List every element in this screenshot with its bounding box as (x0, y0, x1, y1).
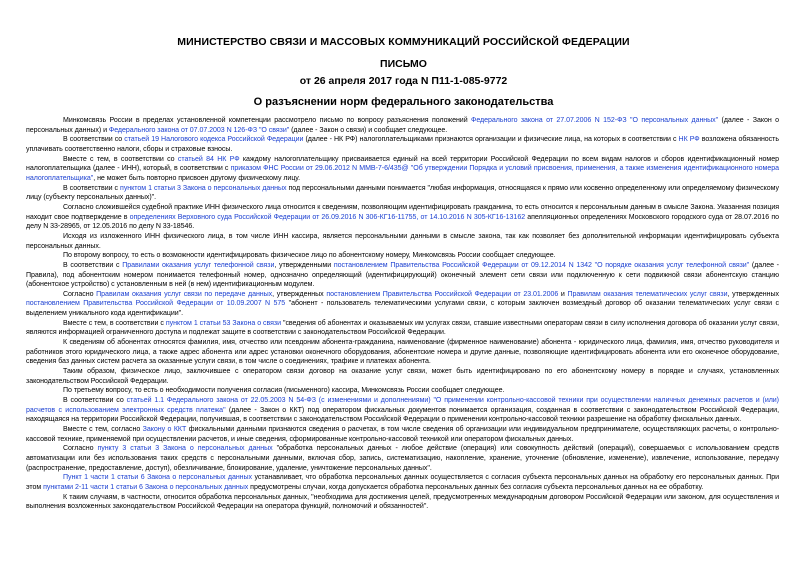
paragraph-text: , утвержденными (274, 261, 334, 269)
paragraph (26, 203, 779, 232)
paragraph-text: каждому налогоплательщику присваивается единый на всей территории Российской Федерации по всем видам налогов и сборов идентификационный номер налогоплательщика (далее - ИНН), который, в соответствии с (26, 155, 779, 173)
paragraph-text: В соответствии с (63, 184, 121, 192)
document-date-number: от 26 апреля 2017 года N П11-1-085-9772 (299, 75, 508, 87)
paragraph-text: , не может быть повторно присвоен другому физическому лицу. (93, 174, 301, 182)
legal-reference-link[interactable]: постановлением Правительства Российской Федерации от 10.09.2007 N 575 (26, 300, 286, 308)
legal-reference-link[interactable]: пунктами 2-11 части 1 статьи 6 Закона о персональных данных (43, 483, 249, 491)
document-body (26, 116, 779, 512)
paragraph-text: По второму вопросу, то есть о возможности идентифицировать физическое лицо по абонентскому номеру, Минкомсвязь России сообщает следующее. (63, 252, 556, 260)
paragraph-text: Вместе с тем, в соответствии с (63, 319, 166, 327)
legal-reference-link[interactable]: статьей 19 Налогового кодекса Российской Федерации (124, 136, 304, 144)
paragraph-text: , утвержденных (272, 290, 327, 298)
paragraph-text: (далее - Закон о ККТ) под оператором фискальных документов понимается организация, созданная в соответствии с законодательством Российской Федерации, находящаяся на территории Российской Федерации, получившая, в соответствии с законодательством Российской Федерации о применении контрольно-кассовой техники разрешение на обработку фискальных данных. (26, 406, 779, 424)
paragraph-text: (далее - Закон о персональных данных) и (26, 117, 779, 134)
paragraph-text: и (558, 290, 568, 298)
paragraph-text: В соответствии со (63, 136, 125, 144)
legal-reference-link[interactable]: Федерального закона от 27.07.2006 N 152-ФЗ "О персональных данных" (471, 117, 719, 124)
legal-reference-link[interactable]: статьей 84 НК РФ (177, 155, 240, 163)
legal-reference-link[interactable]: пунктом 1 статьи 53 Закона о связи (165, 319, 282, 327)
paragraph-text: Согласно (63, 290, 97, 298)
paragraph-text: фискальными данными признаются сведения о расчетах, в том числе сведения об организации или индивидуальном предпринимателе, осуществляющих расчеты, о контрольно-кассовой технике, применяемой при осуществлении расчетов, и иные сведения, сформированные контрольно-кассовой техникой или оператором фискальных данных. (26, 426, 779, 443)
legal-reference-link[interactable]: Пункт 1 части 1 статьи 6 Закона о персональных данных (63, 474, 253, 482)
paragraph-text: Минкомсвязь России в пределах установленной компетенции рассмотрело письмо по вопросу разъяснения положений (63, 117, 472, 124)
legal-reference-link[interactable]: приказом ФНС России от 29.06.2012 N ММВ-7-6/435@ "Об утверждении Порядка и условий присвоения, применения, а также изменения идентификационного номера налогоплательщика" (26, 165, 780, 182)
document-subject: О разъяснении норм федерального законодательства (253, 96, 554, 108)
paragraph-text: "сведения об абонентах и оказываемых им услугах связи, ставшие известными операторам связи в силу исполнения договора об оказании услуг связи, являются информацией ограниченного доступа и подлежат защите в соответствии с законодательством Российской Федерации. (26, 319, 779, 337)
legal-reference-link[interactable]: НК РФ (678, 136, 700, 144)
paragraph-text: В соответствии со (63, 397, 127, 405)
paragraph (26, 396, 779, 425)
paragraph-text: Исходя из изложенного ИНН физического лица, в том числе ИНН кассира, является персональными данными в смысле закона, так как позволяет без дополнительной информации идентифицировать субъекта персональных данных. (26, 232, 779, 250)
paragraph-text: К сведениям об абонентах относятся фамилия, имя, отчество или псевдоним абонента-гражданина, наименование (фирменное наименование) абонента - юридического лица, фамилия, имя, отчество руководителя и работников этого юридического лица, а также адрес абонента или адрес установки оконечного оборудования, абонентские номера и другие данные, позволяющие идентифицировать абонента или его оконечное оборудование, сведения баз данных систем расчета за оказанные услуги связи, в том числе о соединениях, трафике и платежах абонента. (26, 339, 779, 366)
legal-reference-link[interactable]: пунктом 1 статьи 3 Закона о персональных данных (120, 184, 287, 192)
legal-reference-link[interactable]: Правилам оказания услуг связи по передаче данных (96, 290, 273, 298)
paragraph (26, 473, 779, 492)
legal-reference-link[interactable]: статьей 1.1 Федерального закона от 22.05.2003 N 54-ФЗ (с изменениями и дополнениями) "О применении контрольно-кассовой техники при осуществлении наличных денежных расчетов и (или) расчетов с использованием электронных средств платежа" (26, 397, 779, 414)
paragraph-text: (далее - Правила), под абонентским номером понимается телефонный номер, однозначно определяющий (идентифицирующий) оконечный элемент сети связи или подключенную к сети подвижной связи абонентскую станцию (абонентское устройство) с установленным в ней (в нем) идентификационным модулем. (26, 261, 779, 289)
paragraph-text: предусмотрены случаи, когда допускается обработка персональных данных без согласия субъекта персональных данных на ее обработку. (248, 483, 704, 491)
paragraph-text: По третьему вопросу, то есть о необходимости получения согласия (письменного) кассира, Минкомсвязь России сообщает следующее. (63, 387, 505, 395)
paragraph-text: Согласно сложившейся судебной практике ИНН физического лица относится к сведениям, позволяющим идентифицировать гражданина, то есть относится к персональным данным в смысле Закона. Указанная позиция находит свое подтверждение в (26, 203, 779, 221)
legal-reference-link[interactable]: Закону о ККТ (142, 426, 187, 433)
paragraph (26, 261, 779, 290)
paragraph (26, 319, 779, 338)
paragraph (26, 232, 779, 251)
paragraph (26, 444, 779, 473)
legal-reference-link[interactable]: Правилами оказания услуг телефонной связи (122, 261, 275, 269)
paragraph-text: под персональными данными понимается "любая информация, относящаяся к прямо или косвенно определенному или определяемому физическому лицу (субъекту персональных данных)". (26, 184, 780, 202)
paragraph-text: возложена обязанность уплачивать соответственно налоги, сборы и страховые взносы. (26, 136, 779, 153)
paragraph (26, 135, 779, 154)
document-type: ПИСЬМО (380, 58, 427, 70)
paragraph (26, 338, 779, 367)
paragraph-text: апелляционных определениях Московского городского суда от 28.07.2016 по делу N 33-28965, от 12.05.2016 по делу N 33-18546. (26, 213, 779, 231)
legal-reference-link[interactable]: определениях Верховного суда Российской Федерации от 26.09.2016 N 306-КГ16-11755, от 14.10.2016 N 305-КГ16-13162 (129, 213, 526, 221)
paragraph (26, 116, 779, 135)
paragraph-text: , утвержденных (727, 290, 780, 298)
paragraph-text: Таким образом, физическое лицо, заключившее с оператором связи договор на оказание услуг связи, может быть идентифицировано по его абонентскому номеру в порядке и случаях, установленных законодательством Российской Федерации. (26, 368, 779, 385)
legal-reference-link[interactable]: Федерального закона от 07.07.2003 N 126-ФЗ "О связи" (108, 126, 290, 134)
paragraph-text: (далее - Закон о связи) и сообщает следующее. (289, 126, 448, 134)
paragraph-text: К таким случаям, в частности, относится обработка персональных данных, "необходима для достижения целей, предусмотренных международным договором Российской Федерации или законом, для осуществления и выполнения возложенных законодательством Российской Федерации на оператора функций, полномочий и обязанностей". (26, 493, 779, 511)
paragraph (26, 251, 779, 261)
legal-reference-link[interactable]: Правилам оказания телематических услуг связи (567, 290, 728, 298)
paragraph-text: (далее - НК РФ) налогоплательщиками признаются организации и физические лица, на которых в соответствии с (303, 136, 679, 144)
paragraph (26, 425, 779, 444)
paragraph-text: "обработка персональных данных - любое действие (операция) или совокупность действий (операций), совершаемых с использованием средств автоматизации или без использования таких средств с персональными данными, включая сбор, запись, систематизацию, накопление, хранение, уточнение (обновление, изменение), извлечение, использование, передачу (распространение, предоставление, доступ), обезличивание, блокирование, удаление, уничтожение персональных данных". (26, 445, 779, 472)
paragraph-text: устанавливает, что обработка персональных данных осуществляется с согласия субъекта персональных данных на обработку его персональных данных. При этом (26, 474, 779, 491)
paragraph-text: Вместе с тем, согласно (63, 426, 143, 433)
legal-reference-link[interactable]: постановлением Правительства Российской Федерации от 09.12.2014 N 1342 "О порядке оказания услуг телефонной связи" (333, 261, 750, 269)
ministry-heading: МИНИСТЕРСТВО СВЯЗИ И МАССОВЫХ КОММУНИКАЦИЙ РОССИЙСКОЙ ФЕДЕРАЦИИ (177, 36, 630, 48)
paragraph (26, 155, 779, 184)
paragraph-text: "абонент - пользователь телематическими услугами связи, с которым заключен возмездный договор об оказании телематических услуг связи с выделением уникального кода идентификации". (26, 300, 779, 318)
paragraph (26, 184, 779, 203)
paragraph (26, 367, 779, 386)
paragraph-text: Согласно (63, 445, 98, 453)
legal-reference-link[interactable]: пункту 3 статьи 3 Закона о персональных данных (97, 445, 273, 453)
legal-reference-link[interactable]: постановлением Правительства Российской Федерации от 23.01.2006 (326, 290, 559, 298)
paragraph (26, 386, 779, 396)
paragraph (26, 493, 779, 512)
paragraph-text: Вместе с тем, в соответствии со (63, 155, 178, 163)
paragraph (26, 290, 779, 319)
paragraph-text: В соответствии с (63, 261, 123, 269)
